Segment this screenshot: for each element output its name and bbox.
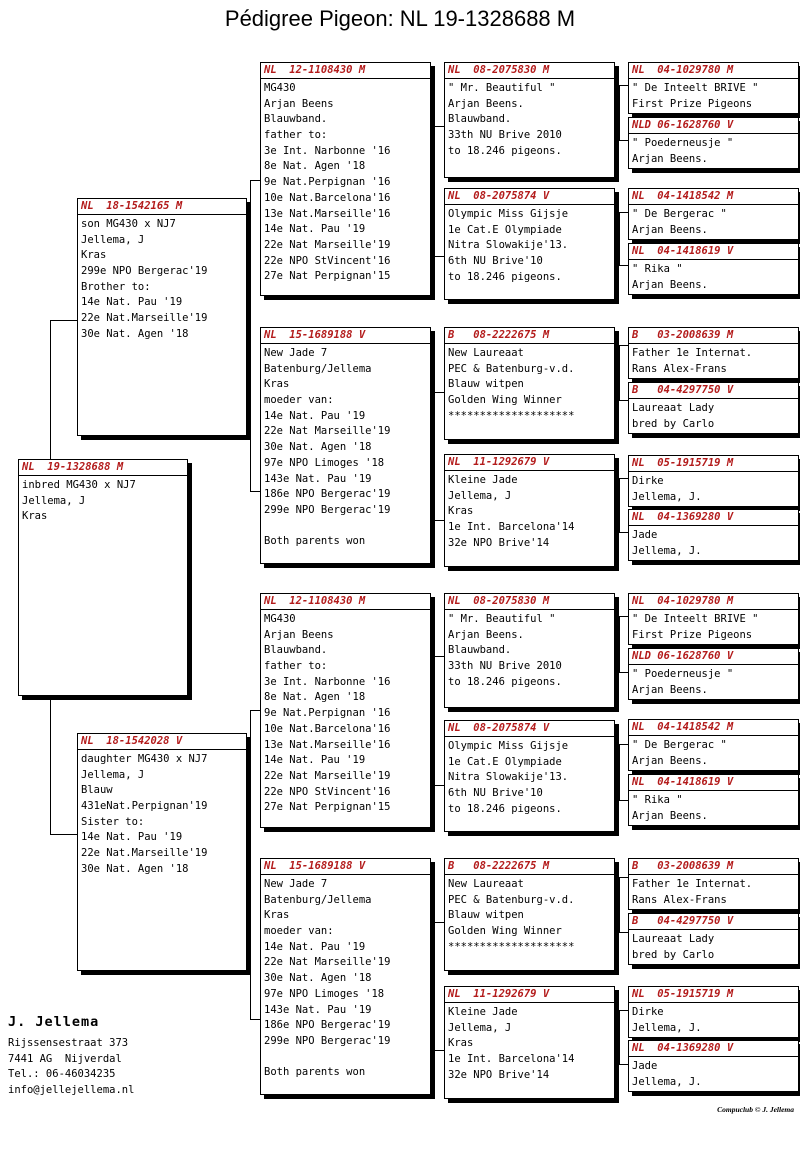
detail-line: 143e Nat. Pau '19 bbox=[264, 472, 372, 485]
detail-line: Kras bbox=[264, 378, 290, 391]
detail-line: 30e Nat. Agen '18 bbox=[264, 441, 372, 454]
connector-line bbox=[434, 656, 444, 657]
connector-line bbox=[619, 932, 628, 933]
detail-line: " Rika " bbox=[632, 263, 683, 275]
pigeon-details bbox=[445, 471, 614, 551]
detail-line: 186e NPO Bergerac'19 bbox=[264, 488, 391, 501]
connector-line bbox=[619, 345, 628, 346]
detail-line: PEC & Batenburg-v.d. bbox=[448, 362, 575, 375]
detail-line: moeder van: bbox=[264, 925, 334, 938]
detail-line: 10e Nat.Barcelona'16 bbox=[264, 722, 391, 735]
detail-line bbox=[264, 1050, 427, 1066]
detail-line: Jellema, J. bbox=[632, 544, 702, 557]
detail-line: Jade bbox=[632, 529, 658, 541]
ancestor-box bbox=[628, 913, 799, 965]
detail-line: 1e Int. Barcelona'14 bbox=[448, 521, 575, 534]
detail-line: Jellema, J bbox=[81, 768, 145, 781]
ring-number: NL 12-1108430 M bbox=[261, 594, 430, 610]
detail-line: ******************** bbox=[448, 409, 575, 422]
detail-line: Arjan Beens. bbox=[448, 628, 524, 641]
detail-line: 8e Nat. Agen '18 bbox=[264, 160, 366, 173]
detail-line: Blauwband. bbox=[448, 113, 512, 126]
connector-line bbox=[50, 834, 78, 835]
ring-number: NL 18-1542028 V bbox=[78, 734, 246, 750]
ancestor-box bbox=[628, 858, 799, 910]
great-grandparent-box bbox=[444, 986, 615, 1099]
grandparent-box bbox=[260, 327, 431, 564]
great-grandparent-box bbox=[444, 188, 615, 300]
detail-line: 22e Nat Marseille'19 bbox=[264, 769, 391, 782]
ring-number: NL 04-1418542 M bbox=[629, 720, 798, 736]
detail-line: 22e Nat Marseille'19 bbox=[264, 425, 391, 438]
detail-line: Blauw bbox=[81, 784, 113, 797]
pigeon-details bbox=[445, 737, 614, 817]
great-grandparent-box bbox=[444, 858, 615, 971]
detail-line: 97e NPO Limoges '18 bbox=[264, 987, 385, 1000]
detail-line: Batenburg/Jellema bbox=[264, 362, 372, 375]
pigeon-details bbox=[629, 610, 798, 643]
connector-line bbox=[619, 212, 628, 213]
detail-line: Arjan Beens. bbox=[632, 683, 708, 696]
detail-line: Kras bbox=[448, 1037, 474, 1050]
ancestor-box bbox=[628, 188, 799, 240]
pigeon-details bbox=[445, 1003, 614, 1083]
detail-line: " Rika " bbox=[632, 794, 683, 806]
detail-line: " Mr. Beautiful " bbox=[448, 613, 556, 625]
connector-line bbox=[619, 1010, 628, 1011]
pigeon-details bbox=[629, 930, 798, 963]
detail-line: father to: bbox=[264, 129, 328, 142]
detail-line: ******************** bbox=[448, 940, 575, 953]
detail-line: 27e Nat Perpignan'15 bbox=[264, 270, 391, 283]
pigeon-details bbox=[78, 215, 246, 343]
detail-line: First Prize Pigeons bbox=[632, 97, 753, 110]
ancestor-box bbox=[628, 593, 799, 645]
pigeon-details bbox=[629, 260, 798, 293]
ring-number: B 08-2222675 M bbox=[445, 328, 614, 344]
connector-line bbox=[619, 744, 628, 745]
detail-line: to 18.246 pigeons. bbox=[448, 144, 562, 157]
ring-number: NL 08-2075874 V bbox=[445, 189, 614, 205]
detail-line: New Jade 7 bbox=[264, 347, 328, 359]
detail-line: New Laureaat bbox=[448, 878, 524, 890]
detail-line: bred by Carlo bbox=[632, 948, 715, 961]
detail-line: 97e NPO Limoges '18 bbox=[264, 456, 385, 469]
detail-line: Arjan Beens. bbox=[632, 754, 708, 767]
detail-line: 1e Cat.E Olympiade bbox=[448, 223, 562, 236]
great-grandparent-box bbox=[444, 454, 615, 567]
ancestor-box bbox=[628, 382, 799, 434]
pigeon-details bbox=[629, 134, 798, 167]
detail-line: 6th NU Brive'10 bbox=[448, 255, 543, 268]
detail-line: 33th NU Brive 2010 bbox=[448, 660, 562, 673]
father-box bbox=[77, 198, 247, 436]
detail-line: Both parents won bbox=[264, 1066, 366, 1079]
detail-line: 299e NPO Bergerac'19 bbox=[264, 503, 391, 516]
connector-line bbox=[619, 478, 620, 532]
detail-line: Golden Wing Winner bbox=[448, 925, 562, 938]
detail-line: MG430 bbox=[264, 82, 296, 94]
detail-line: 30e Nat. Agen '18 bbox=[264, 972, 372, 985]
ring-number: NLD 06-1628760 V bbox=[629, 118, 798, 134]
ring-number: NL 19-1328688 M bbox=[19, 460, 187, 476]
pigeon-details bbox=[445, 205, 614, 285]
detail-line: 299e NPO Bergerac'19 bbox=[264, 1034, 391, 1047]
connector-line bbox=[250, 710, 251, 1020]
owner-address: Rijssensestraat 373 bbox=[8, 1037, 129, 1049]
connector-line bbox=[434, 520, 444, 521]
pigeon-details bbox=[629, 736, 798, 769]
detail-line: Blauwband. bbox=[448, 644, 512, 657]
detail-line: Olympic Miss Gijsje bbox=[448, 208, 569, 220]
connector-line bbox=[50, 320, 78, 321]
connector-line bbox=[619, 345, 620, 400]
ring-number: NL 05-1915719 M bbox=[629, 987, 798, 1003]
pigeon-details bbox=[261, 875, 430, 1081]
connector-line bbox=[434, 392, 444, 393]
pigeon-details bbox=[261, 344, 430, 550]
owner-info bbox=[8, 1014, 134, 1098]
connector-line bbox=[619, 616, 628, 617]
ring-number: NL 04-1029780 M bbox=[629, 63, 798, 79]
detail-line: 33th NU Brive 2010 bbox=[448, 129, 562, 142]
detail-line: Blauwband. bbox=[264, 113, 328, 126]
detail-line: Arjan Beens bbox=[264, 97, 334, 110]
detail-line: moeder van: bbox=[264, 394, 334, 407]
detail-line: 14e Nat. Pau '19 bbox=[264, 754, 366, 767]
detail-line: 1e Int. Barcelona'14 bbox=[448, 1053, 575, 1066]
detail-line: Arjan Beens. bbox=[632, 278, 708, 291]
connector-line bbox=[434, 922, 435, 1050]
connector-line bbox=[50, 320, 51, 461]
connector-line bbox=[619, 877, 620, 932]
pigeon-details bbox=[445, 79, 614, 159]
detail-line: Nitra Slowakije'13. bbox=[448, 239, 569, 252]
pigeon-details bbox=[629, 205, 798, 238]
pigeon-details bbox=[629, 791, 798, 824]
detail-line: " Poederneusje " bbox=[632, 668, 734, 680]
owner-city: 7441 AG Nijverdal bbox=[8, 1052, 122, 1065]
detail-line: Kleine Jade bbox=[448, 1006, 518, 1018]
detail-line: 30e Nat. Agen '18 bbox=[81, 327, 189, 340]
grandparent-box bbox=[260, 62, 431, 296]
ring-number: NL 15-1689188 V bbox=[261, 328, 430, 344]
detail-line: 299e NPO Bergerac'19 bbox=[81, 265, 208, 278]
detail-line: Rans Alex-Frans bbox=[632, 893, 727, 906]
detail-line: Jellema, J. bbox=[632, 1021, 702, 1034]
pigeon-details bbox=[629, 665, 798, 698]
ancestor-box bbox=[628, 774, 799, 826]
detail-line: Father 1e Internat. bbox=[632, 347, 753, 359]
ring-number: NL 15-1689188 V bbox=[261, 859, 430, 875]
detail-line: Blauwband. bbox=[264, 644, 328, 657]
detail-line: 30e Nat. Agen '18 bbox=[81, 862, 189, 875]
connector-line bbox=[619, 140, 628, 141]
detail-line: 3e Int. Narbonne '16 bbox=[264, 144, 391, 157]
connector-line bbox=[434, 126, 435, 256]
pigeon-details bbox=[445, 610, 614, 690]
detail-line: 27e Nat Perpignan'15 bbox=[264, 801, 391, 814]
detail-line: Kleine Jade bbox=[448, 474, 518, 486]
connector-line bbox=[619, 212, 620, 265]
owner-phone: Tel.: 06-46034235 bbox=[8, 1068, 116, 1080]
ring-number: NL 11-1292679 V bbox=[445, 987, 614, 1003]
owner-email: info@jellejellema.nl bbox=[8, 1083, 135, 1096]
ancestor-box bbox=[628, 986, 799, 1038]
ring-number: B 04-4297750 V bbox=[629, 383, 798, 399]
great-grandparent-box bbox=[444, 593, 615, 708]
detail-line: 22e Nat.Marseille'19 bbox=[81, 847, 208, 860]
pigeon-details bbox=[445, 344, 614, 424]
detail-line: 22e NPO StVincent'16 bbox=[264, 785, 391, 798]
ring-number: NL 04-1029780 M bbox=[629, 594, 798, 610]
pigeon-details bbox=[629, 875, 798, 908]
detail-line: Laureaat Lady bbox=[632, 402, 715, 414]
detail-line: 22e NPO StVincent'16 bbox=[264, 254, 391, 267]
detail-line: father to: bbox=[264, 660, 328, 673]
pigeon-details bbox=[629, 472, 798, 505]
detail-line: Kras bbox=[448, 505, 474, 518]
great-grandparent-box bbox=[444, 327, 615, 440]
detail-line: 1e Cat.E Olympiade bbox=[448, 755, 562, 768]
ring-number: NL 05-1915719 M bbox=[629, 456, 798, 472]
detail-line: Dirke bbox=[632, 475, 664, 487]
detail-line: New Laureaat bbox=[448, 347, 524, 359]
detail-line: bred by Carlo bbox=[632, 417, 715, 430]
pigeon-details bbox=[261, 610, 430, 816]
connector-line bbox=[619, 1010, 620, 1064]
detail-line: 14e Nat. Pau '19 bbox=[264, 223, 366, 236]
credit-text: Compuclub © J. Jellema bbox=[717, 1105, 794, 1114]
detail-line: 3e Int. Narbonne '16 bbox=[264, 675, 391, 688]
detail-line: Arjan Beens. bbox=[632, 809, 708, 822]
connector-line bbox=[619, 1064, 628, 1065]
ring-number: NL 11-1292679 V bbox=[445, 455, 614, 471]
detail-line: Blauw witpen bbox=[448, 378, 524, 391]
detail-line: Father 1e Internat. bbox=[632, 878, 753, 890]
connector-line bbox=[434, 922, 444, 923]
detail-line: 10e Nat.Barcelona'16 bbox=[264, 191, 391, 204]
connector-line bbox=[250, 180, 251, 492]
detail-line: 8e Nat. Agen '18 bbox=[264, 691, 366, 704]
ancestor-box bbox=[628, 719, 799, 771]
ring-number: B 08-2222675 M bbox=[445, 859, 614, 875]
pigeon-details bbox=[629, 344, 798, 377]
detail-line: 32e NPO Brive'14 bbox=[448, 536, 550, 549]
connector-line bbox=[619, 478, 628, 479]
detail-line: " De Inteelt BRIVE " bbox=[632, 613, 759, 625]
ring-number: B 04-4297750 V bbox=[629, 914, 798, 930]
detail-line: Jellema, J bbox=[448, 1021, 512, 1034]
ring-number: NL 04-1369280 V bbox=[629, 510, 798, 526]
ring-number: NL 04-1418619 V bbox=[629, 775, 798, 791]
detail-line: Nitra Slowakije'13. bbox=[448, 771, 569, 784]
detail-line: Laureaat Lady bbox=[632, 933, 715, 945]
detail-line bbox=[264, 519, 427, 535]
ancestor-box bbox=[628, 327, 799, 379]
detail-line: 22e Nat Marseille'19 bbox=[264, 956, 391, 969]
detail-line: Both parents won bbox=[264, 535, 366, 548]
ring-number: B 03-2008639 M bbox=[629, 328, 798, 344]
detail-line: " De Inteelt BRIVE " bbox=[632, 82, 759, 94]
detail-line: New Jade 7 bbox=[264, 878, 328, 890]
detail-line: 14e Nat. Pau '19 bbox=[264, 940, 366, 953]
detail-line: 22e Nat Marseille'19 bbox=[264, 238, 391, 251]
connector-line bbox=[434, 126, 444, 127]
grandparent-box bbox=[260, 593, 431, 828]
detail-line: Rans Alex-Frans bbox=[632, 362, 727, 375]
subject-pigeon-box bbox=[18, 459, 188, 696]
grandparent-box bbox=[260, 858, 431, 1095]
detail-line: to 18.246 pigeons. bbox=[448, 675, 562, 688]
connector-line bbox=[619, 744, 620, 800]
pigeon-details bbox=[19, 476, 187, 525]
ring-number: B 03-2008639 M bbox=[629, 859, 798, 875]
detail-line: 14e Nat. Pau '19 bbox=[81, 831, 183, 844]
detail-line: 431eNat.Perpignan'19 bbox=[81, 800, 208, 813]
detail-line: Kras bbox=[22, 510, 48, 523]
ring-number: NL 08-2075830 M bbox=[445, 63, 614, 79]
detail-line: 14e Nat. Pau '19 bbox=[81, 296, 183, 309]
ancestor-box bbox=[628, 243, 799, 295]
detail-line: Arjan Beens. bbox=[632, 223, 708, 236]
ring-number: NLD 06-1628760 V bbox=[629, 649, 798, 665]
ring-number: NL 08-2075830 M bbox=[445, 594, 614, 610]
ancestor-box bbox=[628, 1040, 799, 1092]
great-grandparent-box bbox=[444, 720, 615, 832]
detail-line: Jellema, J bbox=[81, 233, 145, 246]
detail-line: 9e Nat.Perpignan '16 bbox=[264, 176, 391, 189]
ring-number: NL 04-1418619 V bbox=[629, 244, 798, 260]
connector-line bbox=[434, 1050, 444, 1051]
ring-number: NL 18-1542165 M bbox=[78, 199, 246, 215]
ring-number: NL 04-1418542 M bbox=[629, 189, 798, 205]
detail-line: " De Bergerac " bbox=[632, 208, 727, 220]
detail-line: Arjan Beens. bbox=[448, 97, 524, 110]
connector-line bbox=[619, 85, 628, 86]
detail-line: Blauw witpen bbox=[448, 909, 524, 922]
owner-name: J. Jellema bbox=[8, 1014, 100, 1030]
pigeon-details bbox=[629, 399, 798, 432]
connector-line bbox=[434, 656, 435, 785]
connector-line bbox=[619, 672, 628, 673]
ancestor-box bbox=[628, 648, 799, 700]
detail-line: Kras bbox=[264, 909, 290, 922]
mother-box bbox=[77, 733, 247, 971]
pigeon-details bbox=[261, 79, 430, 285]
detail-line: Brother to: bbox=[81, 280, 151, 293]
pigeon-details bbox=[629, 526, 798, 559]
detail-line: 6th NU Brive'10 bbox=[448, 787, 543, 800]
connector-line bbox=[619, 877, 628, 878]
detail-line: MG430 bbox=[264, 613, 296, 625]
detail-line: " Poederneusje " bbox=[632, 137, 734, 149]
detail-line: Golden Wing Winner bbox=[448, 394, 562, 407]
detail-line: Dirke bbox=[632, 1006, 664, 1018]
detail-line: 186e NPO Bergerac'19 bbox=[264, 1019, 391, 1032]
detail-line: 143e Nat. Pau '19 bbox=[264, 1003, 372, 1016]
detail-line: Jellema, J. bbox=[632, 490, 702, 503]
connector-line bbox=[619, 85, 620, 140]
detail-line: Jade bbox=[632, 1060, 658, 1072]
detail-line: daughter MG430 x NJ7 bbox=[81, 753, 208, 765]
connector-line bbox=[619, 265, 628, 266]
detail-line: Arjan Beens bbox=[264, 628, 334, 641]
connector-line bbox=[619, 532, 628, 533]
detail-line: 32e NPO Brive'14 bbox=[448, 1068, 550, 1081]
detail-line: PEC & Batenburg-v.d. bbox=[448, 893, 575, 906]
ancestor-box bbox=[628, 455, 799, 507]
detail-line: 9e Nat.Perpignan '16 bbox=[264, 707, 391, 720]
detail-line: " De Bergerac " bbox=[632, 739, 727, 751]
detail-line: First Prize Pigeons bbox=[632, 628, 753, 641]
great-grandparent-box bbox=[444, 62, 615, 178]
pigeon-details bbox=[445, 875, 614, 955]
detail-line: Kras bbox=[81, 249, 107, 262]
detail-line: Jellema, J. bbox=[632, 1075, 702, 1088]
detail-line: " Mr. Beautiful " bbox=[448, 82, 556, 94]
detail-line: to 18.246 pigeons. bbox=[448, 802, 562, 815]
detail-line: 14e Nat. Pau '19 bbox=[264, 409, 366, 422]
connector-line bbox=[619, 616, 620, 672]
ancestor-box bbox=[628, 62, 799, 114]
detail-line: Jellema, J bbox=[22, 494, 86, 507]
ancestor-box bbox=[628, 509, 799, 561]
pigeon-details bbox=[629, 1057, 798, 1090]
detail-line: 22e Nat.Marseille'19 bbox=[81, 312, 208, 325]
pigeon-details bbox=[78, 750, 246, 878]
detail-line: Arjan Beens. bbox=[632, 152, 708, 165]
ring-number: NL 08-2075874 V bbox=[445, 721, 614, 737]
detail-line: Sister to: bbox=[81, 815, 145, 828]
connector-line bbox=[434, 256, 444, 257]
detail-line: 13e Nat.Marseille'16 bbox=[264, 738, 391, 751]
page-title: Pédigree Pigeon: NL 19-1328688 M bbox=[224, 6, 576, 31]
connector-line bbox=[434, 392, 435, 520]
connector-line bbox=[50, 695, 51, 835]
pigeon-details bbox=[629, 1003, 798, 1036]
detail-line: to 18.246 pigeons. bbox=[448, 270, 562, 283]
detail-line: inbred MG430 x NJ7 bbox=[22, 479, 136, 491]
pigeon-details bbox=[629, 79, 798, 112]
ancestor-box bbox=[628, 117, 799, 169]
connector-line bbox=[619, 800, 628, 801]
detail-line: Jellema, J bbox=[448, 489, 512, 502]
connector-line bbox=[619, 400, 628, 401]
ring-number: NL 04-1369280 V bbox=[629, 1041, 798, 1057]
detail-line: 13e Nat.Marseille'16 bbox=[264, 207, 391, 220]
detail-line: son MG430 x NJ7 bbox=[81, 218, 176, 230]
detail-line: Batenburg/Jellema bbox=[264, 893, 372, 906]
ring-number: NL 12-1108430 M bbox=[261, 63, 430, 79]
detail-line: Olympic Miss Gijsje bbox=[448, 740, 569, 752]
connector-line bbox=[434, 785, 444, 786]
